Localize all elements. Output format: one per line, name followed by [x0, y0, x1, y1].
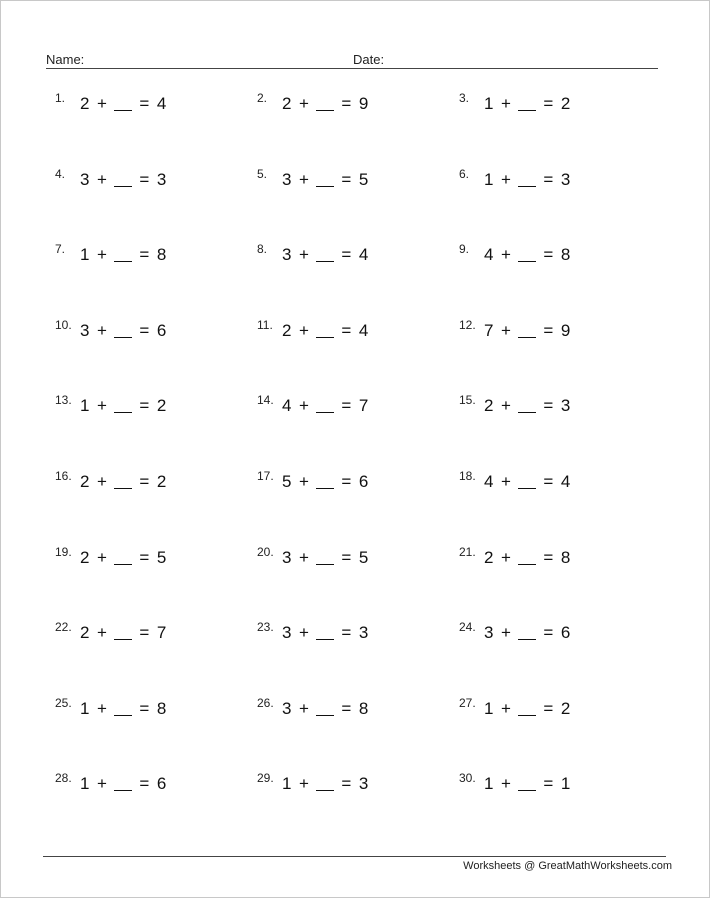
problem-expression	[484, 773, 571, 794]
addend: 1	[484, 698, 494, 718]
addend: 3	[282, 547, 292, 567]
sum-result: 5	[358, 547, 369, 567]
sum-result: 8	[156, 245, 167, 265]
problem-expression	[80, 93, 167, 114]
sum-result: 2	[560, 698, 571, 718]
equals-sign: =	[139, 396, 150, 416]
addend: 1	[80, 698, 90, 718]
problem-expression	[282, 547, 369, 568]
equals-sign: =	[543, 169, 554, 189]
equals-sign: =	[543, 547, 554, 567]
problem-number: 14.	[257, 393, 274, 408]
plus-sign: +	[96, 623, 108, 643]
problem-number: 3.	[459, 91, 470, 105]
problem-number: 20.	[257, 544, 274, 559]
sum-result: 3	[156, 169, 167, 189]
plus-sign: +	[500, 547, 512, 567]
problem-expression	[484, 169, 571, 190]
answer-blank[interactable]	[114, 622, 132, 640]
equals-sign: =	[543, 698, 554, 718]
problem-number: 26.	[257, 695, 274, 710]
problem-expression	[80, 244, 167, 265]
problem-expression	[484, 93, 571, 114]
problem-expression	[282, 169, 369, 190]
sum-result: 4	[358, 245, 369, 265]
problem-number: 13.	[55, 393, 72, 408]
addend: 1	[484, 169, 494, 189]
equals-sign: =	[139, 547, 150, 567]
equals-sign: =	[341, 320, 352, 340]
sum-result: 4	[358, 320, 369, 340]
addend: 3	[484, 623, 494, 643]
sum-result: 2	[560, 94, 571, 113]
addend: 4	[282, 396, 292, 416]
problem-expression	[484, 320, 571, 341]
addend: 4	[484, 472, 494, 491]
plus-sign: +	[298, 774, 310, 794]
equals-sign: =	[543, 396, 554, 416]
addend: 3	[80, 169, 90, 189]
sum-result: 3	[358, 774, 369, 794]
equals-sign: =	[139, 698, 150, 718]
problem-number: 27.	[459, 695, 476, 710]
answer-blank[interactable]	[518, 622, 536, 640]
problem-expression	[80, 547, 167, 568]
plus-sign: +	[298, 472, 310, 491]
equals-sign: =	[139, 320, 150, 340]
problem-expression	[282, 320, 369, 341]
addend: 2	[80, 472, 90, 491]
plus-sign: +	[96, 94, 108, 113]
problem-expression	[484, 395, 571, 416]
plus-sign: +	[298, 698, 310, 718]
answer-blank[interactable]	[316, 93, 334, 111]
problem-number: 2.	[257, 91, 268, 105]
answer-blank[interactable]	[518, 395, 536, 413]
problem-expression	[282, 622, 369, 643]
problem-number: 7.	[55, 242, 66, 257]
problem-expression	[282, 93, 369, 114]
addend: 1	[484, 774, 494, 794]
addend: 3	[282, 698, 292, 718]
plus-sign: +	[500, 320, 512, 340]
problem-expression	[80, 320, 167, 341]
problem-number: 21.	[459, 544, 476, 559]
problem-number: 24.	[459, 620, 476, 635]
equals-sign: =	[139, 774, 150, 794]
problem-expression	[80, 698, 167, 719]
problem-number: 17.	[257, 469, 274, 483]
problem-number: 4.	[55, 166, 66, 181]
sum-result: 3	[560, 169, 571, 189]
addend: 3	[282, 169, 292, 189]
problem-number: 12.	[459, 317, 476, 332]
addend: 3	[282, 245, 292, 265]
problem-number: 1.	[55, 91, 66, 105]
plus-sign: +	[298, 547, 310, 567]
plus-sign: +	[298, 396, 310, 416]
problem-number: 10.	[55, 317, 72, 332]
problem-expression	[282, 395, 369, 416]
plus-sign: +	[298, 320, 310, 340]
addend: 1	[282, 774, 292, 794]
answer-blank[interactable]	[518, 773, 536, 791]
sum-result: 6	[560, 623, 571, 643]
problem-expression	[282, 698, 369, 719]
equals-sign: =	[543, 320, 554, 340]
equals-sign: =	[341, 774, 352, 794]
answer-blank[interactable]	[518, 244, 536, 262]
sum-result: 6	[156, 320, 167, 340]
addend: 3	[80, 320, 90, 340]
equals-sign: =	[139, 169, 150, 189]
equals-sign: =	[341, 245, 352, 265]
problem-number: 28.	[55, 771, 72, 786]
plus-sign: +	[96, 169, 108, 189]
addend: 2	[80, 547, 90, 567]
problem-expression	[80, 395, 167, 416]
problem-expression	[484, 244, 571, 265]
problem-expression	[80, 773, 167, 794]
plus-sign: +	[96, 320, 108, 340]
answer-blank[interactable]	[316, 622, 334, 640]
sum-result: 3	[358, 623, 369, 643]
problem-expression	[484, 547, 571, 568]
addend: 2	[484, 547, 494, 567]
sum-result: 8	[560, 547, 571, 567]
sum-result: 7	[156, 623, 167, 643]
problem-expression	[282, 244, 369, 265]
sum-result: 8	[560, 245, 571, 265]
plus-sign: +	[96, 547, 108, 567]
plus-sign: +	[96, 698, 108, 718]
sum-result: 8	[156, 698, 167, 718]
addend: 1	[484, 94, 494, 113]
problem-number: 5.	[257, 166, 268, 181]
equals-sign: =	[139, 94, 150, 113]
addend: 1	[80, 774, 90, 794]
problem-number: 19.	[55, 544, 72, 559]
plus-sign: +	[500, 169, 512, 189]
answer-blank[interactable]	[518, 93, 536, 111]
answer-blank[interactable]	[114, 471, 132, 489]
equals-sign: =	[341, 169, 352, 189]
equals-sign: =	[341, 623, 352, 643]
addend: 4	[484, 245, 494, 265]
equals-sign: =	[139, 245, 150, 265]
addend: 3	[282, 623, 292, 643]
sum-result: 2	[156, 472, 167, 491]
answer-blank[interactable]	[518, 320, 536, 338]
answer-blank[interactable]	[316, 169, 334, 187]
problem-number: 18.	[459, 469, 476, 483]
plus-sign: +	[96, 472, 108, 491]
addend: 5	[282, 472, 292, 491]
equals-sign: =	[139, 623, 150, 643]
sum-result: 3	[560, 396, 571, 416]
answer-blank[interactable]	[114, 93, 132, 111]
addend: 2	[80, 94, 90, 113]
equals-sign: =	[341, 698, 352, 718]
sum-result: 9	[358, 94, 369, 113]
answer-blank[interactable]	[316, 471, 334, 489]
problem-expression	[484, 622, 571, 643]
answer-blank[interactable]	[518, 547, 536, 565]
plus-sign: +	[96, 774, 108, 794]
sum-result: 1	[560, 774, 571, 794]
equals-sign: =	[341, 472, 352, 491]
equals-sign: =	[341, 396, 352, 416]
problem-number: 29.	[257, 771, 274, 786]
addend: 2	[484, 396, 494, 416]
sum-result: 2	[156, 396, 167, 416]
equals-sign: =	[543, 245, 554, 265]
plus-sign: +	[500, 698, 512, 718]
problem-expression	[484, 698, 571, 719]
addend: 2	[282, 94, 292, 113]
sum-result: 4	[560, 472, 571, 491]
problem-number: 25.	[55, 695, 72, 710]
answer-blank[interactable]	[114, 547, 132, 565]
problem-expression	[80, 169, 167, 190]
problem-number: 6.	[459, 166, 470, 181]
problem-number: 23.	[257, 620, 274, 635]
answer-blank[interactable]	[518, 698, 536, 716]
answer-blank[interactable]	[316, 547, 334, 565]
problem-number: 30.	[459, 771, 476, 786]
problem-number: 22.	[55, 620, 72, 635]
answer-blank[interactable]	[114, 320, 132, 338]
equals-sign: =	[543, 94, 554, 113]
problem-number: 15.	[459, 393, 476, 408]
answer-blank[interactable]	[316, 395, 334, 413]
answer-blank[interactable]	[316, 773, 334, 791]
plus-sign: +	[298, 94, 310, 113]
plus-sign: +	[500, 623, 512, 643]
answer-blank[interactable]	[114, 169, 132, 187]
sum-result: 7	[358, 396, 369, 416]
footer-credit: Worksheets @ GreatMathWorksheets.com	[463, 860, 672, 872]
plus-sign: +	[298, 623, 310, 643]
problem-expression	[484, 471, 571, 492]
problem-number: 16.	[55, 469, 72, 483]
sum-result: 4	[156, 94, 167, 113]
problem-expression	[80, 622, 167, 643]
sum-result: 5	[156, 547, 167, 567]
problem-number: 11.	[257, 317, 273, 332]
plus-sign: +	[500, 472, 512, 491]
addend: 2	[80, 623, 90, 643]
problem-expression	[282, 471, 369, 492]
problem-number: 9.	[459, 242, 470, 257]
equals-sign: =	[543, 623, 554, 643]
answer-blank[interactable]	[316, 320, 334, 338]
answer-blank[interactable]	[114, 395, 132, 413]
name-label: Name:	[46, 52, 85, 67]
equals-sign: =	[139, 472, 150, 491]
sum-result: 6	[156, 774, 167, 794]
plus-sign: +	[96, 396, 108, 416]
sum-result: 9	[560, 320, 571, 340]
plus-sign: +	[298, 245, 310, 265]
answer-blank[interactable]	[114, 698, 132, 716]
date-label: Date:	[353, 52, 385, 67]
addend: 1	[80, 396, 90, 416]
answer-blank[interactable]	[114, 773, 132, 791]
addend: 2	[282, 320, 292, 340]
plus-sign: +	[500, 774, 512, 794]
sum-result: 6	[358, 472, 369, 491]
plus-sign: +	[298, 169, 310, 189]
equals-sign: =	[341, 94, 352, 113]
problem-number: 8.	[257, 242, 268, 257]
sum-result: 8	[358, 698, 369, 718]
addend: 7	[484, 320, 494, 340]
plus-sign: +	[500, 245, 512, 265]
answer-blank[interactable]	[518, 169, 536, 187]
answer-blank[interactable]	[114, 244, 132, 262]
equals-sign: =	[543, 774, 554, 794]
equals-sign: =	[543, 472, 554, 491]
sum-result: 5	[358, 169, 369, 189]
answer-blank[interactable]	[518, 471, 536, 489]
footer-divider	[43, 856, 666, 857]
answer-blank[interactable]	[316, 698, 334, 716]
plus-sign: +	[500, 396, 512, 416]
plus-sign: +	[500, 94, 512, 113]
problem-expression	[80, 471, 167, 492]
addend: 1	[80, 245, 90, 265]
problem-expression	[282, 773, 369, 794]
answer-blank[interactable]	[316, 244, 334, 262]
equals-sign: =	[341, 547, 352, 567]
plus-sign: +	[96, 245, 108, 265]
